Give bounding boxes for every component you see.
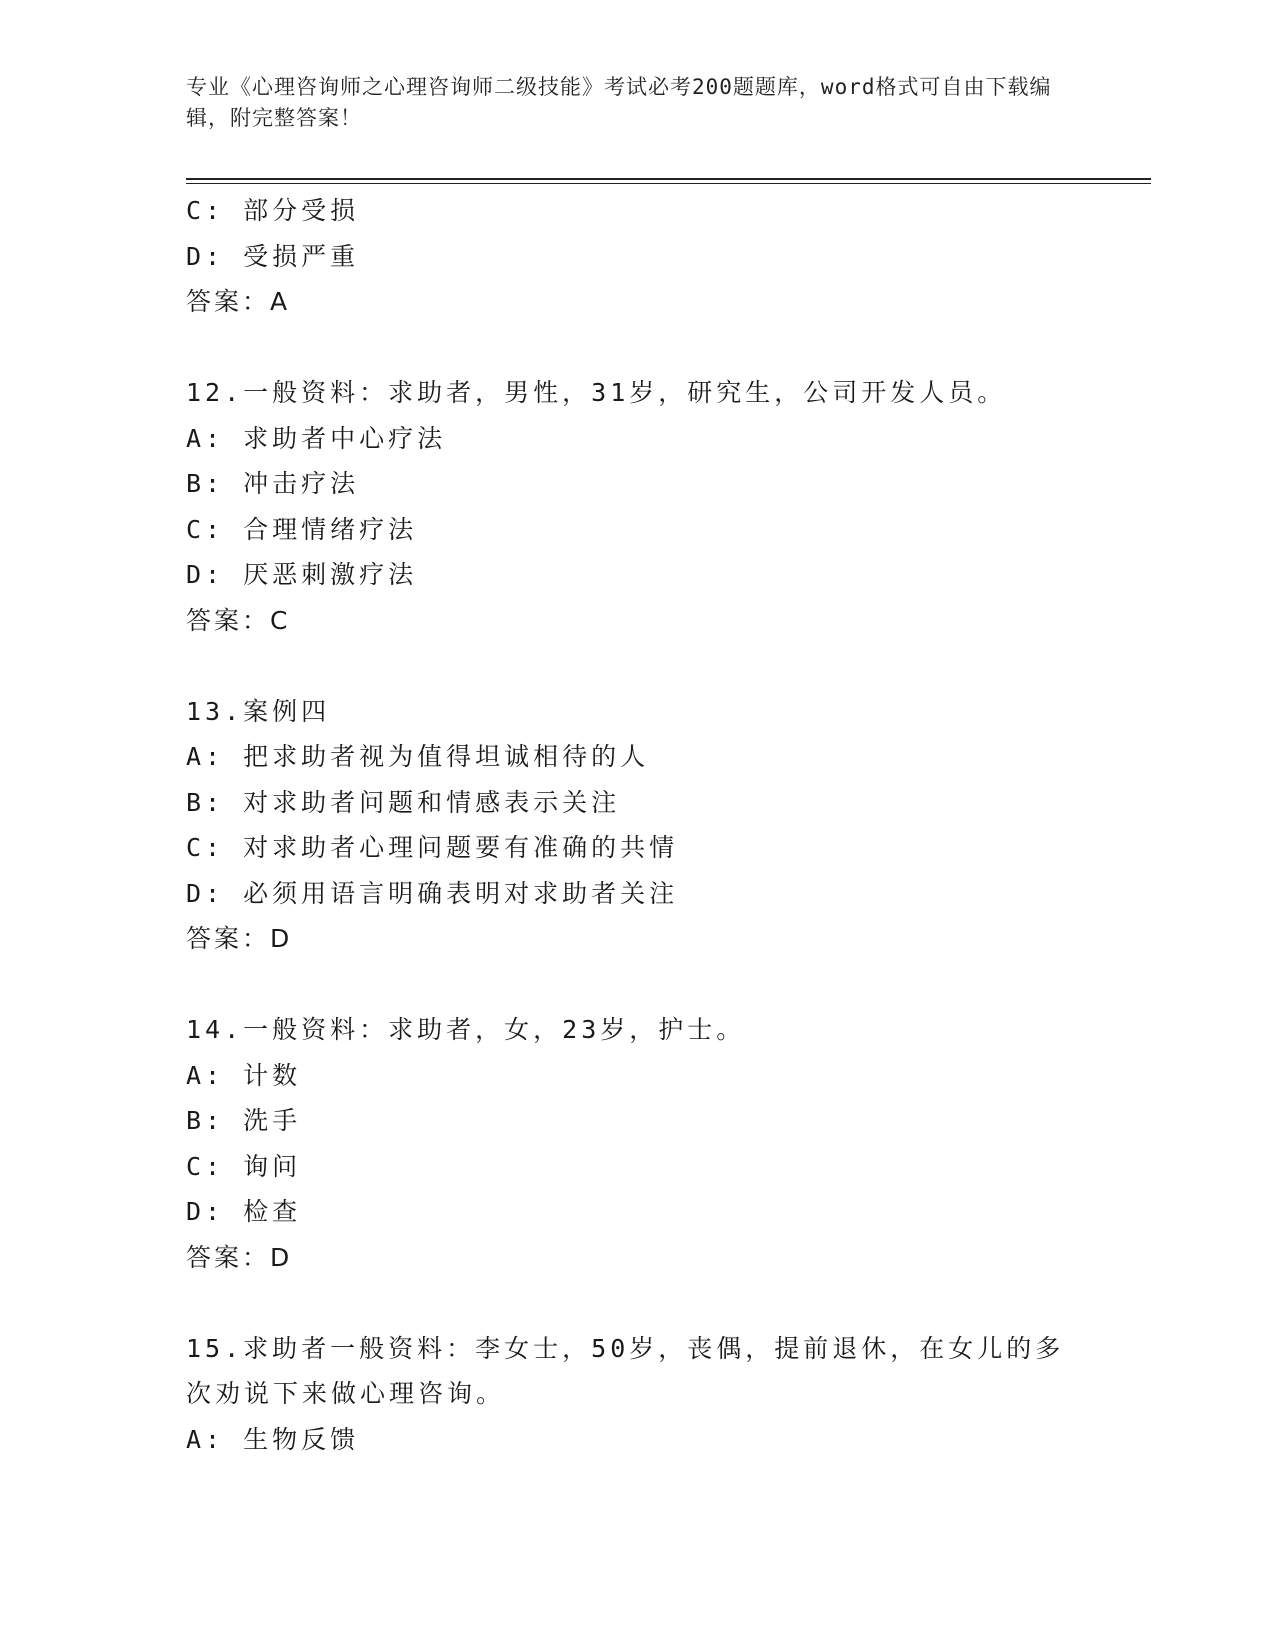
question-12-option-b: B: 冲击疗法 <box>186 469 360 498</box>
question-14-text: 14.一般资料：求助者，女，23岁，护士。 <box>186 1015 746 1044</box>
question-12-text: 12.一般资料：求助者，男性，31岁，研究生，公司开发人员。 <box>186 378 1007 407</box>
option-d: D: 受损严重 <box>186 241 360 271</box>
question-14-option-b: B: 洗手 <box>186 1106 302 1135</box>
question-list <box>186 188 1086 1462</box>
question-13-option-d: D: 必须用语言明确表明对求助者关注 <box>186 878 679 908</box>
question-15-text: 15.求助者一般资料：李女士，50岁，丧偶，提前退休，在女儿的多次劝说下来做心理咨询。 <box>186 1333 1065 1408</box>
document-header: 专业《心理咨询师之心理咨询师二级技能》考试必考200题题库，word格式可自由下载编辑，附完整答案！ <box>186 75 1052 130</box>
header-rule-thick <box>186 178 1151 180</box>
question-14-answer: 答案：D <box>186 1242 293 1272</box>
option-c: C: 部分受损 <box>186 196 360 225</box>
question-12-option-c: C: 合理情绪疗法 <box>186 514 418 544</box>
question-14-option-c: C: 询问 <box>186 1151 302 1181</box>
question-13-option-c: C: 对求助者心理问题要有准确的共情 <box>186 833 679 862</box>
question-13-text: 13.案例四 <box>186 696 331 726</box>
question-12-option-a: A: 求助者中心疗法 <box>186 423 447 453</box>
header-rule-thin <box>186 183 1151 184</box>
question-13-option-b: B: 对求助者问题和情感表示关注 <box>186 787 621 817</box>
question-14-option-a: A: 计数 <box>186 1060 302 1090</box>
question-13-option-a: A: 把求助者视为值得坦诚相待的人 <box>186 742 650 771</box>
question-13-answer: 答案：D <box>186 924 293 953</box>
answer-line: 答案：A <box>186 287 291 316</box>
question-14-option-d: D: 检查 <box>186 1197 302 1226</box>
question-12-answer: 答案：C <box>186 605 291 635</box>
question-15-option-a: A: 生物反馈 <box>186 1424 360 1454</box>
question-12-option-d: D: 厌恶刺激疗法 <box>186 560 418 589</box>
